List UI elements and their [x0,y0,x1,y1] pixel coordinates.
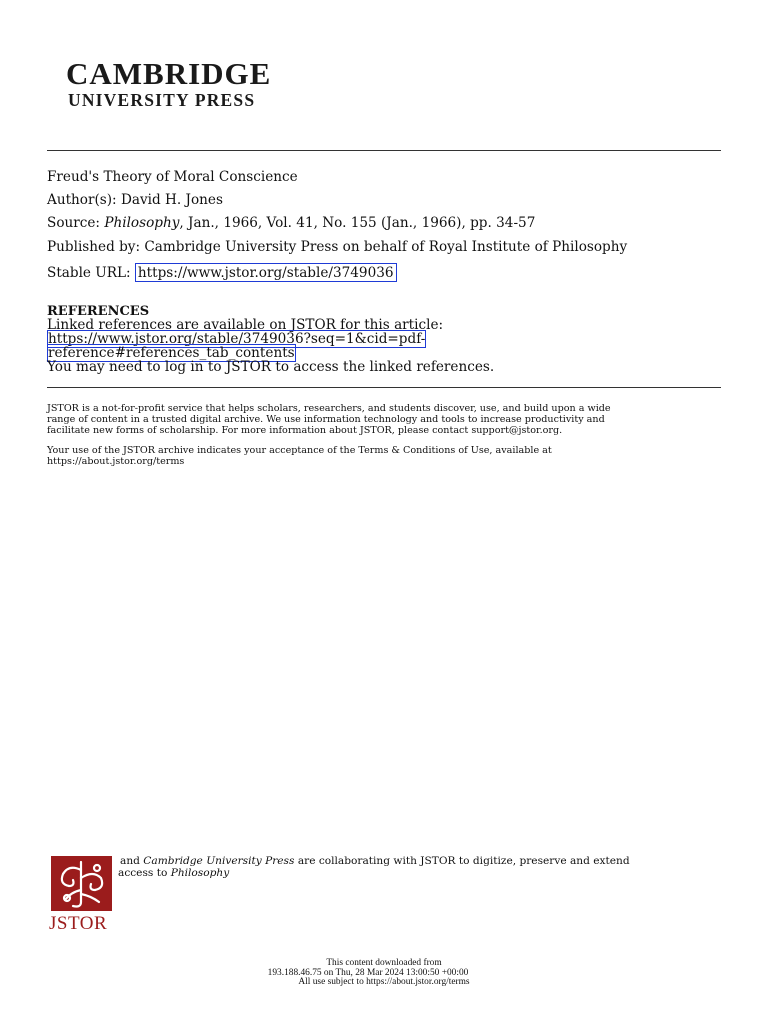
notice-p2-line2: https://about.jstor.org/terms [47,456,185,467]
stable-url-line [47,265,397,281]
author-name: David H. Jones [120,192,223,208]
publisher-line [47,239,627,255]
references-link-part1[interactable]: https://www.jstor.org/stable/3749036?seq=1&cid=pdf- [48,331,426,347]
jstor-wordmark: JSTOR [49,913,108,934]
middle-divider [47,387,721,388]
cambridge-logo-line1: CAMBRIDGE [66,56,272,91]
notice-p1-line1: JSTOR is a not-for-profit service that helps scholars, researchers, and students discover, use, and build upon a wide [47,403,611,414]
collab-rest2: access to [118,867,168,879]
footer-line3: All use subject to https://about.jstor.org/terms [298,977,470,987]
source-journal: Philosophy [104,215,180,231]
collab-and: and [120,855,140,867]
references-line1: Linked references are available on JSTOR for this article: [47,317,444,333]
published-label: Published by: [47,239,141,255]
publisher-name: Cambridge University Press on behalf of Royal Institute of Philosophy [144,239,628,255]
references-login-note: You may need to log in to JSTOR to access the linked references. [47,359,495,375]
collaboration-line1 [120,855,630,867]
source-label: Source: [47,215,100,231]
author-label: Author(s): [47,192,117,208]
references-link-part2[interactable]: reference#references_tab_contents [48,345,295,361]
stable-url-link[interactable]: https://www.jstor.org/stable/3749036 [135,263,397,282]
cambridge-logo-line2: UNIVERSITY PRESS [68,90,256,110]
source-line [47,215,535,231]
collaboration-line2 [118,867,229,879]
references-heading: REFERENCES [47,304,150,319]
collab-journal: Philosophy [170,867,230,879]
source-details: , Jan., 1966, Vol. 41, No. 155 (Jan., 1966), pp. 34-57 [179,215,536,231]
top-divider [47,150,721,151]
article-title: Freud's Theory of Moral Conscience [47,169,298,185]
footer-line2: 193.188.46.75 on Thu, 28 Mar 2024 13:00:50 +00:00 [267,968,469,978]
collab-press: Cambridge University Press [143,855,295,867]
notice-p1-line3: facilitate new forms of scholarship. For more information about JSTOR, please contact support@jstor.org. [47,425,563,436]
stable-url-label: Stable URL: [47,265,131,281]
jstor-logo-icon [51,856,112,911]
collab-rest1: are collaborating with JSTOR to digitize, preserve and extend [297,855,630,867]
author-line [47,192,223,208]
notice-p2-line1: Your use of the JSTOR archive indicates your acceptance of the Terms & Conditions of Use, available at [47,445,552,456]
footer-line1: This content downloaded from [326,958,442,968]
notice-p1-line2: range of content in a trusted digital archive. We use information technology and tools to increase productivity and [47,414,605,425]
